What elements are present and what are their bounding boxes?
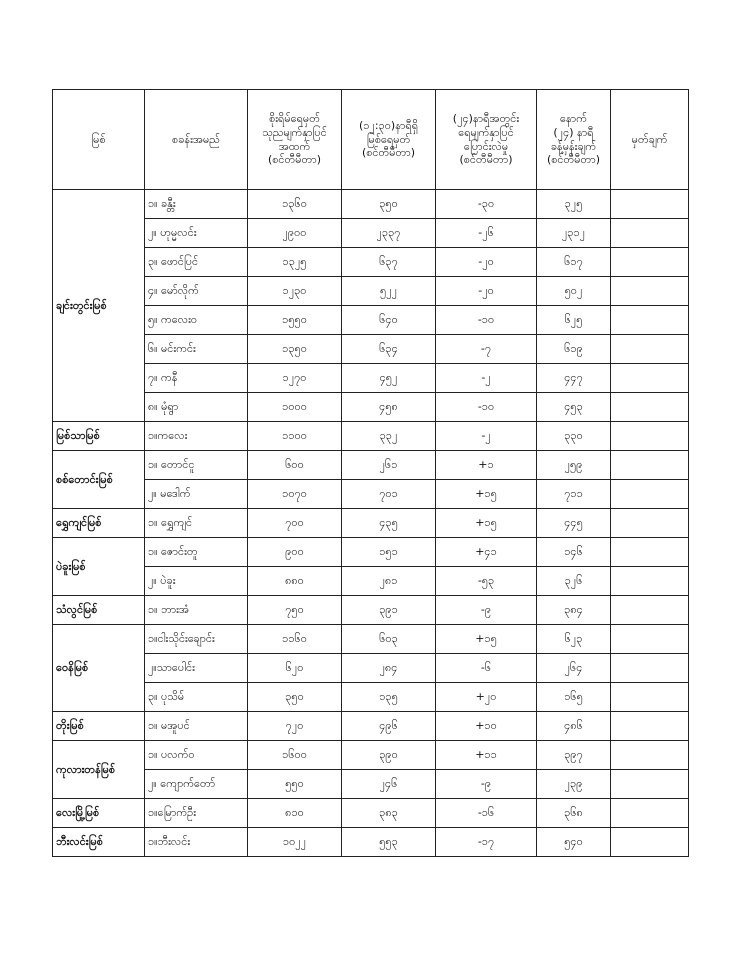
- forecast-cell: ၂၃၉: [537, 770, 611, 799]
- water-level-cell: ၆၃၄: [342, 335, 436, 364]
- danger-level-cell: ၈၁၀: [248, 799, 342, 828]
- level-change-cell: -၂၀: [436, 277, 537, 306]
- forecast-cell: ၇၁၁: [537, 480, 611, 509]
- water-level-cell: ၃၃၂: [342, 422, 436, 451]
- level-change-cell: -၇: [436, 335, 537, 364]
- column-header: နောက် (၂၄) နာရီ ခန့်မှန်းချက် (စင်တီမီတာ): [537, 90, 611, 190]
- table-row: [53, 567, 689, 596]
- table-row: [53, 335, 689, 364]
- table-row: [53, 770, 689, 799]
- table-row: [53, 364, 689, 393]
- forecast-cell: ၆၂၅: [537, 306, 611, 335]
- table-row: [53, 422, 689, 451]
- column-header: စခန်းအမည်: [145, 90, 248, 190]
- station-name-cell: ၂။သာပေါင်း: [145, 654, 248, 683]
- river-name-cell: သံလွင်မြစ်: [53, 596, 145, 625]
- danger-level-cell: ၁၁၀၀: [248, 422, 342, 451]
- level-change-cell: -၁၀: [436, 393, 537, 422]
- forecast-cell: ၃၃၀: [537, 422, 611, 451]
- level-change-cell: -၃၀: [436, 190, 537, 219]
- forecast-cell: ၄၄၅: [537, 509, 611, 538]
- remarks-cell: [611, 480, 689, 509]
- river-name-cell: ဝေနိမြစ်: [53, 625, 145, 712]
- water-level-cell: ၃၈၃: [342, 799, 436, 828]
- remarks-cell: [611, 538, 689, 567]
- river-name-cell: လေးမြို့မြစ်: [53, 799, 145, 828]
- table-row: [53, 393, 689, 422]
- danger-level-cell: ၈၈၀: [248, 567, 342, 596]
- station-name-cell: ၁။ မအူပင်: [145, 712, 248, 741]
- forecast-cell: ၆၂၃: [537, 625, 611, 654]
- station-name-cell: ၁။ ရွှေကျင်: [145, 509, 248, 538]
- station-name-cell: ၅။ ကလေးဝ: [145, 306, 248, 335]
- station-name-cell: ၁။ တောင်ငူ: [145, 451, 248, 480]
- danger-level-cell: ၇၀၀: [248, 509, 342, 538]
- water-level-cell: ၄၃၅: [342, 509, 436, 538]
- station-name-cell: ၃။ ဖောင်ပြင်: [145, 248, 248, 277]
- water-level-cell: ၂၄၆: [342, 770, 436, 799]
- danger-level-cell: ၁၀၇၀: [248, 480, 342, 509]
- river-name-cell: ကုလားတန်မြစ်: [53, 741, 145, 799]
- water-level-cell: ၇၀၁: [342, 480, 436, 509]
- river-name-cell: ရွှေကျင်မြစ်: [53, 509, 145, 538]
- level-change-cell: -၁၀: [436, 306, 537, 335]
- table-row: [53, 741, 689, 770]
- danger-level-cell: ၁၆၀၀: [248, 741, 342, 770]
- level-change-cell: +၁၅: [436, 625, 537, 654]
- river-name-cell: ဘီးလင်းမြစ်: [53, 828, 145, 857]
- forecast-cell: ၂၆၄: [537, 654, 611, 683]
- station-name-cell: ၁။ဘီးလင်း: [145, 828, 248, 857]
- level-change-cell: +၄၁: [436, 538, 537, 567]
- level-change-cell: +၁၅: [436, 480, 537, 509]
- river-name-cell: မြစ်သာမြစ်: [53, 422, 145, 451]
- river-level-table: [52, 89, 689, 857]
- forecast-cell: ၃၂၅: [537, 190, 611, 219]
- forecast-cell: ၄၅၃: [537, 393, 611, 422]
- level-change-cell: +၁: [436, 451, 537, 480]
- water-level-cell: ၂၆၁: [342, 451, 436, 480]
- station-name-cell: ၆။ မင်းကင်း: [145, 335, 248, 364]
- forecast-cell: ၄၄၇: [537, 364, 611, 393]
- level-change-cell: -၉: [436, 770, 537, 799]
- danger-level-cell: ၁၅၅၀: [248, 306, 342, 335]
- danger-level-cell: ၁၃၆၀: [248, 190, 342, 219]
- water-level-cell: ၃၅၀: [342, 190, 436, 219]
- water-level-cell: ၁၅၁: [342, 538, 436, 567]
- station-name-cell: ၂။ ဟုမ္မလင်း: [145, 219, 248, 248]
- table-row: [53, 712, 689, 741]
- water-level-cell: ၂၃၃၇: [342, 219, 436, 248]
- water-level-cell: ၂၈၄: [342, 654, 436, 683]
- danger-level-cell: ၉၀၀: [248, 538, 342, 567]
- station-name-cell: ၁။ ဘားအံ: [145, 596, 248, 625]
- remarks-cell: [611, 654, 689, 683]
- station-name-cell: ၈။ မုံရွာ: [145, 393, 248, 422]
- danger-level-cell: ၃၅၀: [248, 683, 342, 712]
- station-name-cell: ၄။ မော်လိုက်: [145, 277, 248, 306]
- water-level-cell: ၆၃၇: [342, 248, 436, 277]
- table-row: [53, 306, 689, 335]
- station-name-cell: ၃။ ပုသိမ်: [145, 683, 248, 712]
- remarks-cell: [611, 335, 689, 364]
- danger-level-cell: ၁၂၃၀: [248, 277, 342, 306]
- station-name-cell: ၁။ ဇောင်းတူ: [145, 538, 248, 567]
- forecast-cell: ၃၂၆: [537, 567, 611, 596]
- water-level-cell: ၂၈၁: [342, 567, 436, 596]
- danger-level-cell: ၁၃၂၅: [248, 248, 342, 277]
- level-change-cell: +၁၁: [436, 741, 537, 770]
- column-header: (၂၄)နာရီအတွင်း ရေမျက်နှာပြင် ပြောင်းလဲမှု (စင်တီမီတာ): [436, 90, 537, 190]
- water-level-cell: ၄၅၈: [342, 393, 436, 422]
- danger-level-cell: ၂၉၀၀: [248, 219, 342, 248]
- level-change-cell: -၅၃: [436, 567, 537, 596]
- table-body: [53, 190, 689, 857]
- forecast-cell: ၂၃၁၂: [537, 219, 611, 248]
- table-row: [53, 451, 689, 480]
- forecast-cell: ၆၁၇: [537, 248, 611, 277]
- station-name-cell: ၁။ကလေး: [145, 422, 248, 451]
- table-row: [53, 509, 689, 538]
- column-header: (၁၂:၃၀)နာရီရှိ မြစ်ရေမှတ် (စင်တီမီတာ): [342, 90, 436, 190]
- station-name-cell: ၁။ ပလက်ဝ: [145, 741, 248, 770]
- forecast-cell: ၆၁၉: [537, 335, 611, 364]
- remarks-cell: [611, 770, 689, 799]
- danger-level-cell: ၁၀၂၂: [248, 828, 342, 857]
- danger-level-cell: ၆၀၀: [248, 451, 342, 480]
- remarks-cell: [611, 422, 689, 451]
- water-level-cell: ၄၉၆: [342, 712, 436, 741]
- level-change-cell: +၁၅: [436, 509, 537, 538]
- station-name-cell: ၁။မြောက်ဦး: [145, 799, 248, 828]
- river-name-cell: ချင်းတွင်းမြစ်: [53, 190, 145, 422]
- table-row: [53, 799, 689, 828]
- remarks-cell: [611, 364, 689, 393]
- water-level-cell: ၅၂၂: [342, 277, 436, 306]
- remarks-cell: [611, 567, 689, 596]
- remarks-cell: [611, 596, 689, 625]
- danger-level-cell: ၁၁၆၀: [248, 625, 342, 654]
- level-change-cell: -၁၇: [436, 828, 537, 857]
- water-level-cell: ၃၉၁: [342, 596, 436, 625]
- forecast-cell: ၁၄၆: [537, 538, 611, 567]
- remarks-cell: [611, 451, 689, 480]
- danger-level-cell: ၁၂၇၀: [248, 364, 342, 393]
- danger-level-cell: ၅၅၀: [248, 770, 342, 799]
- table-row: [53, 683, 689, 712]
- level-change-cell: -၂၀: [436, 248, 537, 277]
- table-row: [53, 248, 689, 277]
- table-row: [53, 654, 689, 683]
- station-name-cell: ၁။ ခန္တီး: [145, 190, 248, 219]
- danger-level-cell: ၆၂၀: [248, 654, 342, 683]
- table-row: [53, 828, 689, 857]
- column-header: စိုးရိမ်ရေမှတ် သုညမျက်နှာပြင် အထက် (စင်တီမီတာ): [248, 90, 342, 190]
- table-row: [53, 190, 689, 219]
- remarks-cell: [611, 828, 689, 857]
- water-level-cell: ၁၃၅: [342, 683, 436, 712]
- remarks-cell: [611, 190, 689, 219]
- station-name-cell: ၂။ မဒေါက်: [145, 480, 248, 509]
- forecast-cell: ၄၈၆: [537, 712, 611, 741]
- remarks-cell: [611, 712, 689, 741]
- level-change-cell: -၂: [436, 364, 537, 393]
- forecast-cell: ၃၈၄: [537, 596, 611, 625]
- table-row: [53, 277, 689, 306]
- river-name-cell: တိုးမြစ်: [53, 712, 145, 741]
- column-header: မှတ်ချက်: [611, 90, 689, 190]
- remarks-cell: [611, 625, 689, 654]
- danger-level-cell: ၇၂၀: [248, 712, 342, 741]
- level-change-cell: -၆: [436, 654, 537, 683]
- danger-level-cell: ၁၃၅၀: [248, 335, 342, 364]
- forecast-cell: ၃၆၈: [537, 799, 611, 828]
- level-change-cell: -၂၆: [436, 219, 537, 248]
- forecast-cell: ၂၅၉: [537, 451, 611, 480]
- level-change-cell: -၂: [436, 422, 537, 451]
- remarks-cell: [611, 799, 689, 828]
- forecast-cell: ၃၉၇: [537, 741, 611, 770]
- forecast-cell: ၅၄၀: [537, 828, 611, 857]
- station-name-cell: ၇။ ကနီ: [145, 364, 248, 393]
- table-row: [53, 538, 689, 567]
- station-name-cell: ၂။ ပဲခူး: [145, 567, 248, 596]
- level-change-cell: -၉: [436, 596, 537, 625]
- remarks-cell: [611, 741, 689, 770]
- level-change-cell: +၁၀: [436, 712, 537, 741]
- water-level-cell: ၆၀၃: [342, 625, 436, 654]
- remarks-cell: [611, 683, 689, 712]
- station-name-cell: ၂။ ကျောက်တော်: [145, 770, 248, 799]
- header-row: [53, 90, 689, 190]
- water-level-cell: ၅၅၃: [342, 828, 436, 857]
- remarks-cell: [611, 509, 689, 538]
- danger-level-cell: ၁၀၀၀: [248, 393, 342, 422]
- danger-level-cell: ၇၅၀: [248, 596, 342, 625]
- table-row: [53, 625, 689, 654]
- station-name-cell: ၁။ငါးသိုင်းချောင်း: [145, 625, 248, 654]
- remarks-cell: [611, 248, 689, 277]
- water-level-cell: ၃၉၀: [342, 741, 436, 770]
- table-row: [53, 596, 689, 625]
- table-row: [53, 219, 689, 248]
- water-level-cell: ၄၅၂: [342, 364, 436, 393]
- table-row: [53, 480, 689, 509]
- river-name-cell: စစ်တောင်းမြစ်: [53, 451, 145, 509]
- level-change-cell: -၁၆: [436, 799, 537, 828]
- forecast-cell: ၁၆၅: [537, 683, 611, 712]
- remarks-cell: [611, 393, 689, 422]
- water-level-cell: ၆၄၀: [342, 306, 436, 335]
- remarks-cell: [611, 306, 689, 335]
- forecast-cell: ၅၀၂: [537, 277, 611, 306]
- remarks-cell: [611, 219, 689, 248]
- level-change-cell: +၂၀: [436, 683, 537, 712]
- column-header: မြစ်: [53, 90, 145, 190]
- remarks-cell: [611, 277, 689, 306]
- river-name-cell: ပဲခူးမြစ်: [53, 538, 145, 596]
